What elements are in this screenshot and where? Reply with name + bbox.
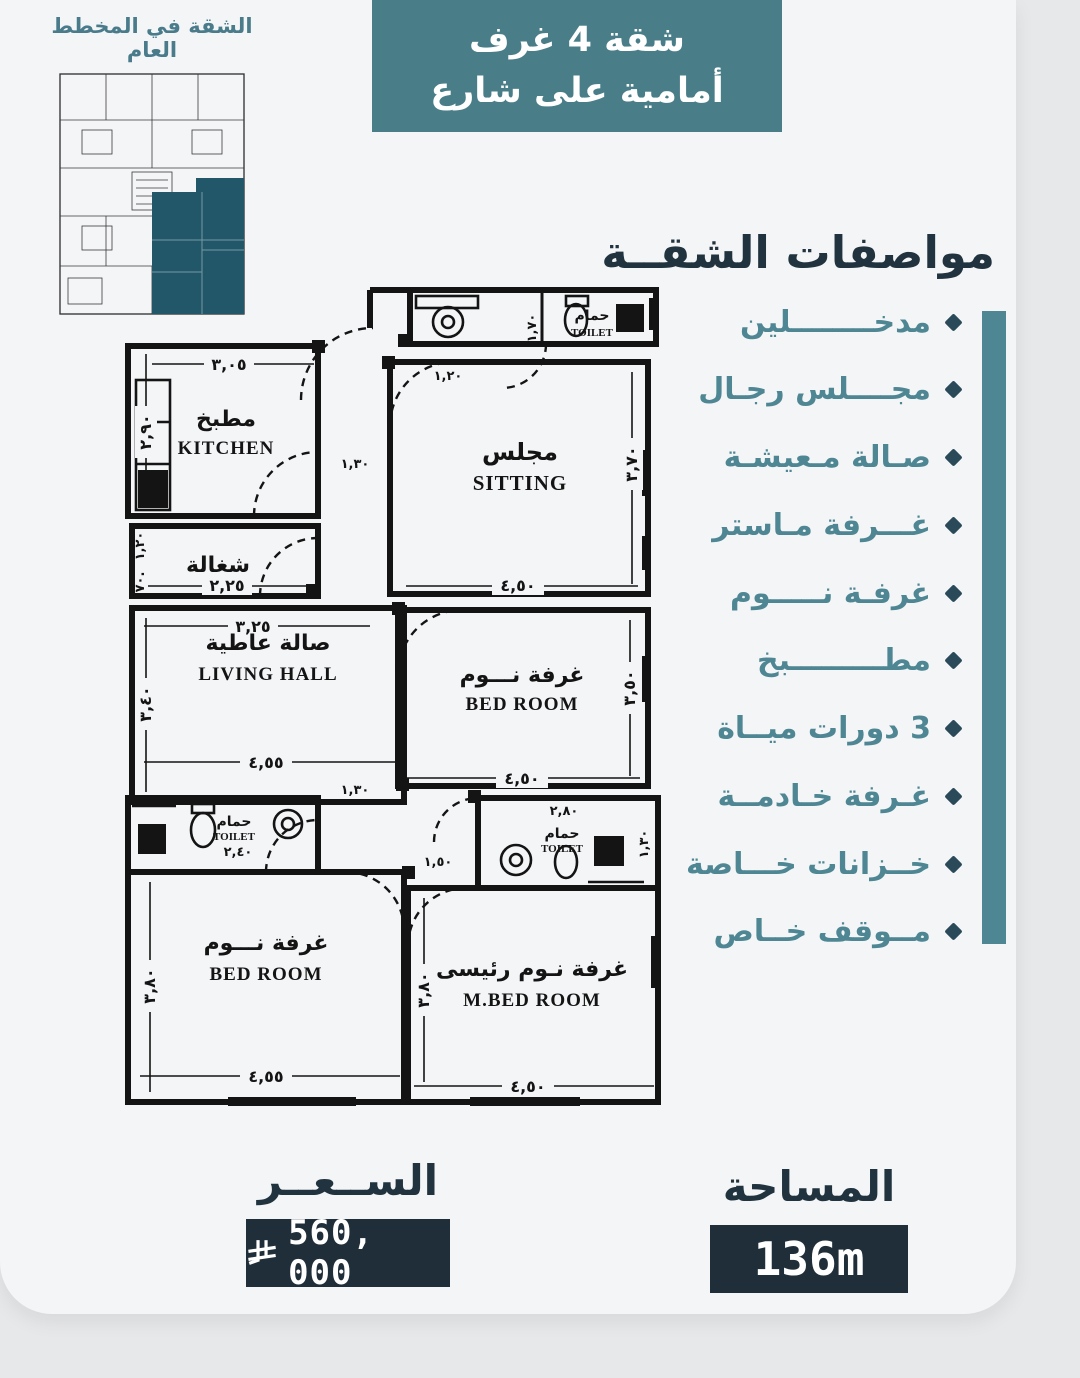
banner-line1: شقة 4 غرف <box>469 20 685 61</box>
spec-item-label: غـرفة خـادمــة <box>717 778 931 814</box>
spec-item-label: غـــرفة مـاستر <box>712 507 931 543</box>
diamond-bullet-icon <box>944 313 962 331</box>
dim-kitchen-door: ١,٣٠ <box>340 457 370 472</box>
dim-bed-bl-left: ٣,٨٠ <box>140 968 159 1004</box>
dim-bed-bl-bottom: ٤,٥٥ <box>248 1067 284 1086</box>
toilet-top-label-ar: حمام <box>574 308 610 324</box>
spec-item <box>660 439 960 477</box>
sitting-label-en: SITTING <box>472 471 568 495</box>
spec-item <box>660 642 960 680</box>
living-hall-label-en: LIVING HALL <box>198 664 338 685</box>
diamond-bullet-icon <box>944 448 962 466</box>
specs-title: مواصفات الشقــة <box>601 226 995 279</box>
dim-living-door: ١,٣٠ <box>340 783 370 798</box>
mini-plan-drawing <box>54 68 250 320</box>
mini-plan-section <box>26 14 278 324</box>
spec-item <box>660 913 960 951</box>
spec-item-label: خــزانات خـــاصة <box>685 846 931 882</box>
specs-list <box>660 303 960 951</box>
price-label: الســعــر <box>257 1156 439 1205</box>
toilet-left-label-ar: حمام <box>216 814 252 830</box>
dim-kitchen-left: ٢,٩٠ <box>136 414 155 450</box>
spec-item <box>660 371 960 409</box>
dim-bed-mid-bottom: ٤,٥٠ <box>504 769 540 788</box>
floor-plan-drawing <box>118 284 683 1124</box>
bed-bl-label-en: BED ROOM <box>209 964 323 985</box>
diamond-bullet-icon <box>944 719 962 737</box>
dim-toilet-right-side: ١,٣٠ <box>637 829 652 859</box>
diamond-bullet-icon <box>944 652 962 670</box>
banner-line2: أمامية على شارع <box>430 71 724 111</box>
saudi-riyal-icon <box>246 1237 278 1269</box>
toilet-top-label-en: TOILET <box>571 327 613 339</box>
dim-toilet-top-height: ١,٧٠ <box>525 313 540 343</box>
specs-accent-bar <box>982 311 1006 944</box>
dim-sitting-bottom: ٤,٥٠ <box>500 576 536 595</box>
dim-living-bottom: ٤,٥٥ <box>248 753 284 772</box>
toilet-left-label-en: TOILET <box>213 831 255 843</box>
spec-item-label: 3 دورات ميــاة <box>717 711 931 747</box>
dim-toilet-right-top: ٢,٨٠ <box>549 804 579 819</box>
spec-item-label: صـالة مـعيشـة <box>723 440 931 476</box>
dim-sitting-right: ٣,٧٠ <box>622 446 641 482</box>
living-hall-label-ar: صالة عاطية <box>205 631 331 656</box>
bed-mid-label-en: BED ROOM <box>465 694 579 715</box>
spec-item-label: غرفـة نـــــوم <box>729 575 931 611</box>
bed-bl-label-ar: غرفة نـــوم <box>203 931 329 956</box>
diamond-bullet-icon <box>944 923 962 941</box>
area-value: 136m <box>753 1232 865 1286</box>
dim-maid-bottom: ٢,٢٥ <box>209 576 245 595</box>
dim-living-top: ٣,٢٥ <box>235 617 271 636</box>
spec-item-label: مجــــلس رجـال <box>698 372 931 408</box>
price-section <box>246 1156 450 1293</box>
spec-item <box>660 710 960 748</box>
area-box <box>710 1225 908 1293</box>
toilet-right-label-en: TOILET <box>541 843 583 855</box>
kitchen-label-ar: مطبخ <box>196 407 256 432</box>
sitting-label-ar: مجلس <box>482 438 558 466</box>
dim-living-left: ٣,٤٠ <box>136 686 155 722</box>
dim-maid-left-upper: ١,٢٠ <box>133 531 148 561</box>
dim-mbed-bottom: ٤,٥٠ <box>510 1077 546 1096</box>
mbed-label-ar: غرفة نـوم رئيسى <box>435 957 629 982</box>
diamond-bullet-icon <box>944 516 962 534</box>
bed-mid-label-ar: غرفة نـــوم <box>459 663 585 688</box>
spec-item <box>660 574 960 612</box>
diamond-bullet-icon <box>944 787 962 805</box>
spec-item <box>660 303 960 341</box>
maid-room-label-ar: شغالة <box>186 553 250 578</box>
dim-mbed-left: ٣,٨٠ <box>414 972 433 1008</box>
spec-item <box>660 506 960 544</box>
price-value: 560, 000 <box>288 1213 374 1293</box>
spec-item-label: مدخــــــــلين <box>739 304 931 340</box>
area-label: المساحة <box>722 1162 896 1211</box>
dim-toilet-left-width: ٢,٤٠ <box>223 845 253 860</box>
spec-item-label: مــوقف خــاص <box>713 914 931 950</box>
diamond-bullet-icon <box>944 855 962 873</box>
spec-item <box>660 845 960 883</box>
diamond-bullet-icon <box>944 584 962 602</box>
dim-hall-width: ١,٥٠ <box>423 855 453 870</box>
price-box <box>246 1213 450 1293</box>
toilet-right-label-ar: حمام <box>544 826 580 842</box>
dim-bed-mid-right: ٣,٥٠ <box>620 670 639 706</box>
mbed-label-en: M.BED ROOM <box>463 990 601 1011</box>
title-banner <box>372 0 782 132</box>
diamond-bullet-icon <box>944 381 962 399</box>
dim-corridor-top: ١,٢٠ <box>433 369 463 384</box>
area-section <box>710 1162 908 1293</box>
spec-item <box>660 777 960 815</box>
dim-kitchen-top: ٣,٠٥ <box>211 355 247 374</box>
kitchen-label-en: KITCHEN <box>177 438 275 459</box>
spec-item-label: مطـــــــــبخ <box>757 643 931 679</box>
dim-maid-left-lower: ٧٠. <box>133 571 148 593</box>
mini-plan-title: الشقة في المخطط العام <box>51 14 253 62</box>
